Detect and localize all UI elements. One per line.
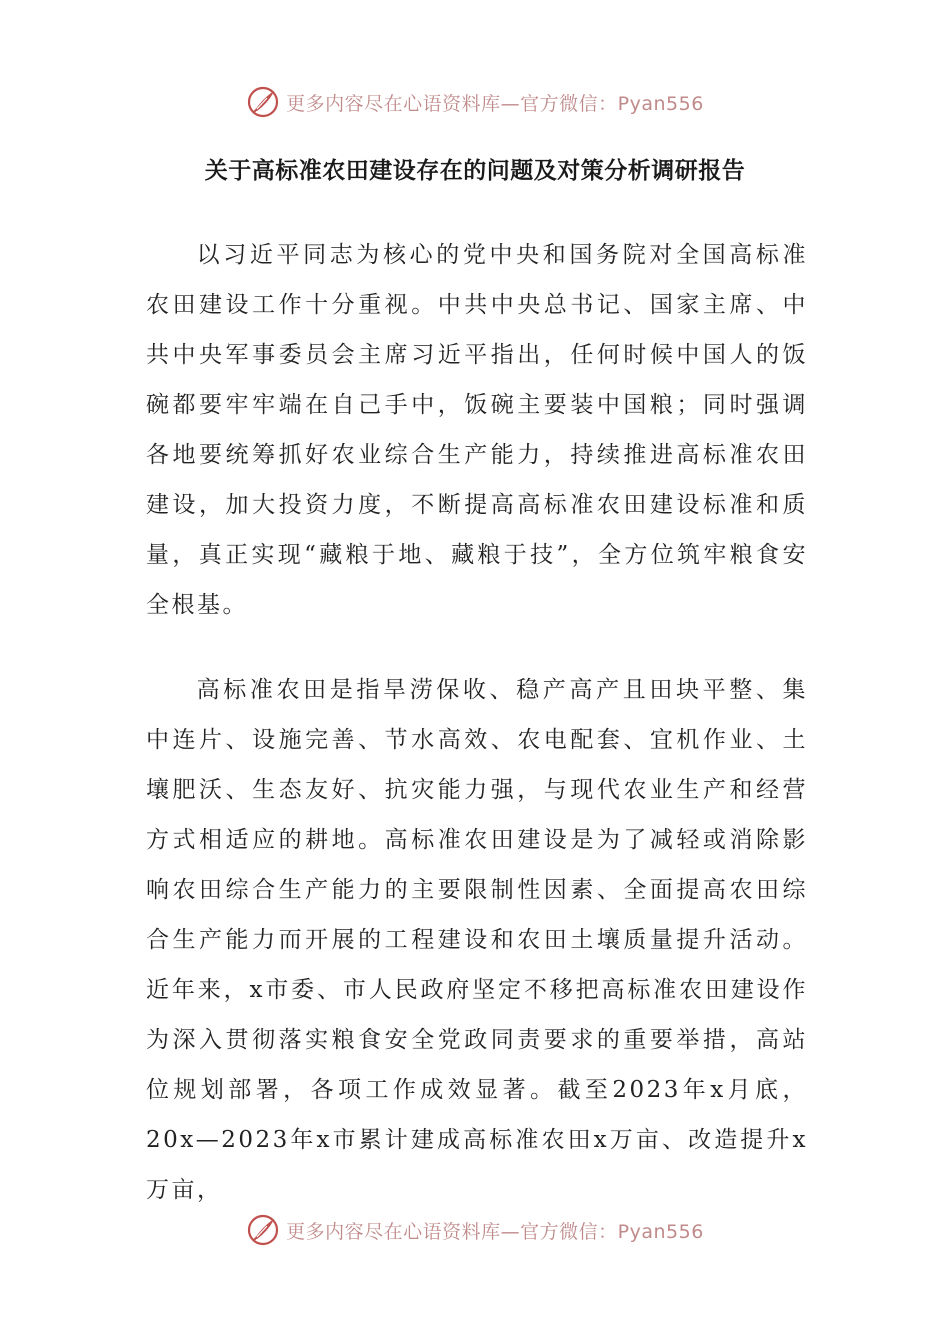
header-banner-text: 更多内容尽在心语资料库—官方微信：Pyan556 (286, 92, 704, 115)
footer-banner (0, 1210, 950, 1250)
header-banner (0, 82, 950, 122)
quill-logo-icon (246, 85, 280, 119)
quill-logo-icon (246, 1213, 280, 1247)
document-title: 关于高标准农田建设存在的问题及对策分析调研报告 (204, 158, 746, 184)
paragraph-1: 以习近平同志为核心的党中央和国务院对全国高标准农田建设工作十分重视。中共中央总书记、国家主席、中共中央军事委员会主席习近平指出，任何时候中国人的饭碗都要牢牢端在自己手中，饭碗主要装中国粮；同时强调各地要统筹抓好农业综合生产能力，持续推进高标准农田建设，加大投资力度，不断提高高标准农田建设标准和质量，真正实现“藏粮于地、藏粮于技”，全方位筑牢粮食安全根基。 (146, 242, 808, 618)
paragraph-2: 高标准农田是指旱涝保收、稳产高产且田块平整、集中连片、设施完善、节水高效、农电配套、宜机作业、土壤肥沃、生态友好、抗灾能力强，与现代农业生产和经营方式相适应的耕地。高标准农田建设是为了减轻或消除影响农田综合生产能力的主要限制性因素、全面提高农田综合生产能力而开展的工程建设和农田土壤质量提升活动。近年来，x市委、市人民政府坚定不移把高标准农田建设作为深入贯彻落实粮食安全党政同责要求的重要举措，高站位规划部署，各项工作成效显著。截至2023年x月底，20x—2023年x市累计建成高标准农田x万亩、改造提升x万亩， (146, 677, 808, 1203)
footer-banner-text: 更多内容尽在心语资料库—官方微信：Pyan556 (286, 1220, 704, 1243)
